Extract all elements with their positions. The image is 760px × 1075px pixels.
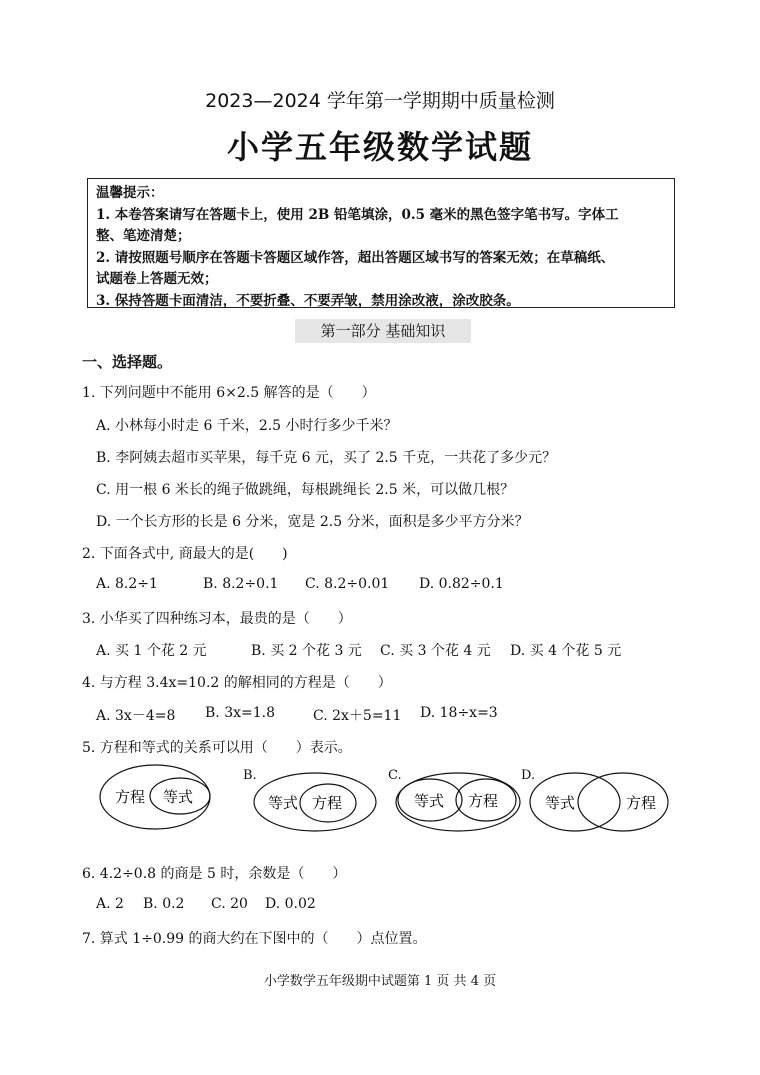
question-2-stem: 2. 下面各式中, 商最大的是( ) [82, 546, 288, 562]
venn-a-label-equality: 等式 [163, 788, 194, 806]
venn-b-label-equation: 方程 [312, 794, 343, 812]
question-1-option-b: B. 李阿姨去超市买苹果，每千克 6 元，买了 2.5 千克，一共花了多少元？ [96, 450, 557, 466]
question-1-option-a: A. 小林每小时走 6 千米，2.5 小时行多少千米？ [96, 418, 398, 434]
question-4-option-d: D. 18÷x=3 [420, 705, 498, 721]
question-5-option-c-letter: C. [388, 768, 402, 783]
question-3-option-a: A. 买 1 个花 2 元 [96, 643, 207, 659]
question-2-option-c: C. 8.2÷0.01 [305, 576, 390, 592]
question-4-stem: 4. 与方程 3.4x=10.2 的解相同的方程是（ ） [82, 675, 392, 691]
notice-line: 2. 请按照题号顺序在答题卡答题区域作答，超出答题区域书写的答案无效；在草稿纸、 [96, 249, 615, 266]
question-2-option-a: A. 8.2÷1 [96, 576, 158, 592]
question-3-stem: 3. 小华买了四种练习本，最贵的是（ ） [82, 611, 352, 627]
subject-title: 小学五年级数学试题 [226, 128, 533, 166]
question-6-option-a: A. 2 [96, 896, 124, 912]
question-4-option-b: B. 3x=1.8 [205, 705, 275, 721]
notice-line: 1. 本卷答案请写在答题卡上，使用 2B 铅笔填涂，0.5 毫米的黑色签字笔书写。字体工 [96, 206, 619, 223]
notice-line: 3. 保持答题卡面清洁，不要折叠、不要弄皱，禁用涂改液，涂改胶条。 [96, 292, 520, 309]
venn-d-label-equality: 等式 [545, 794, 576, 812]
question-6-stem: 6. 4.2÷0.8 的商是 5 时，余数是（ ） [82, 866, 347, 882]
question-4-option-a: A. 3x－4=8 [96, 708, 176, 724]
question-2-option-d: D. 0.82÷0.1 [419, 576, 504, 592]
exam-heading: 2023—2024 学年第一学期期中质量检测 [205, 90, 555, 112]
question-5-option-b-letter: B. [243, 768, 257, 783]
question-1-option-d: D. 一个长方形的长是 6 分米，宽是 2.5 分米，面积是多少平方分米？ [96, 514, 529, 530]
question-4-option-c: C. 2x＋5=11 [313, 708, 402, 724]
venn-diagrams [90, 760, 680, 840]
venn-option-a [100, 765, 210, 829]
notice-line: 整、笔迹清楚； [96, 228, 191, 244]
venn-option-c [396, 773, 520, 831]
page-footer: 小学数学五年级期中试题第 1 页 共 4 页 [263, 974, 497, 989]
question-3-option-c: C. 买 3 个花 4 元 [380, 643, 491, 659]
question-1-stem: 1. 下列问题中不能用 6×2.5 解答的是（ ） [82, 385, 376, 401]
venn-b-label-equality: 等式 [268, 794, 299, 812]
question-5-stem: 5. 方程和等式的关系可以用（ ）表示。 [82, 740, 352, 756]
question-6-option-d: D. 0.02 [265, 896, 316, 912]
question-6-option-c: C. 20 [211, 896, 248, 912]
question-5-option-d-letter: D. [521, 768, 536, 783]
notice-line: 试题卷上答题无效； [96, 271, 218, 287]
question-7-stem: 7. 算式 1÷0.99 的商大约在下图中的（ ）点位置。 [82, 931, 427, 947]
question-3-option-d: D. 买 4 个花 5 元 [510, 643, 622, 659]
venn-c-label-equation: 方程 [468, 792, 499, 810]
question-6-option-b: B. 0.2 [143, 896, 185, 912]
question-2-option-b: B. 8.2÷0.1 [203, 576, 279, 592]
venn-d-label-equation: 方程 [626, 794, 657, 812]
venn-option-b [254, 773, 376, 831]
notice-box [87, 178, 675, 308]
venn-c-label-equality: 等式 [414, 792, 445, 810]
question-3-option-b: B. 买 2 个花 3 元 [251, 643, 362, 659]
venn-a-label-equation: 方程 [115, 788, 146, 806]
notice-title: 温馨提示： [96, 185, 164, 201]
part-title: 一、选择题。 [82, 353, 173, 371]
question-1-option-c: C. 用一根 6 米长的绳子做跳绳，每根跳绳长 2.5 米，可以做几根？ [96, 482, 515, 498]
section-banner: 第一部分 基础知识 [295, 319, 471, 343]
venn-option-d [530, 773, 668, 831]
